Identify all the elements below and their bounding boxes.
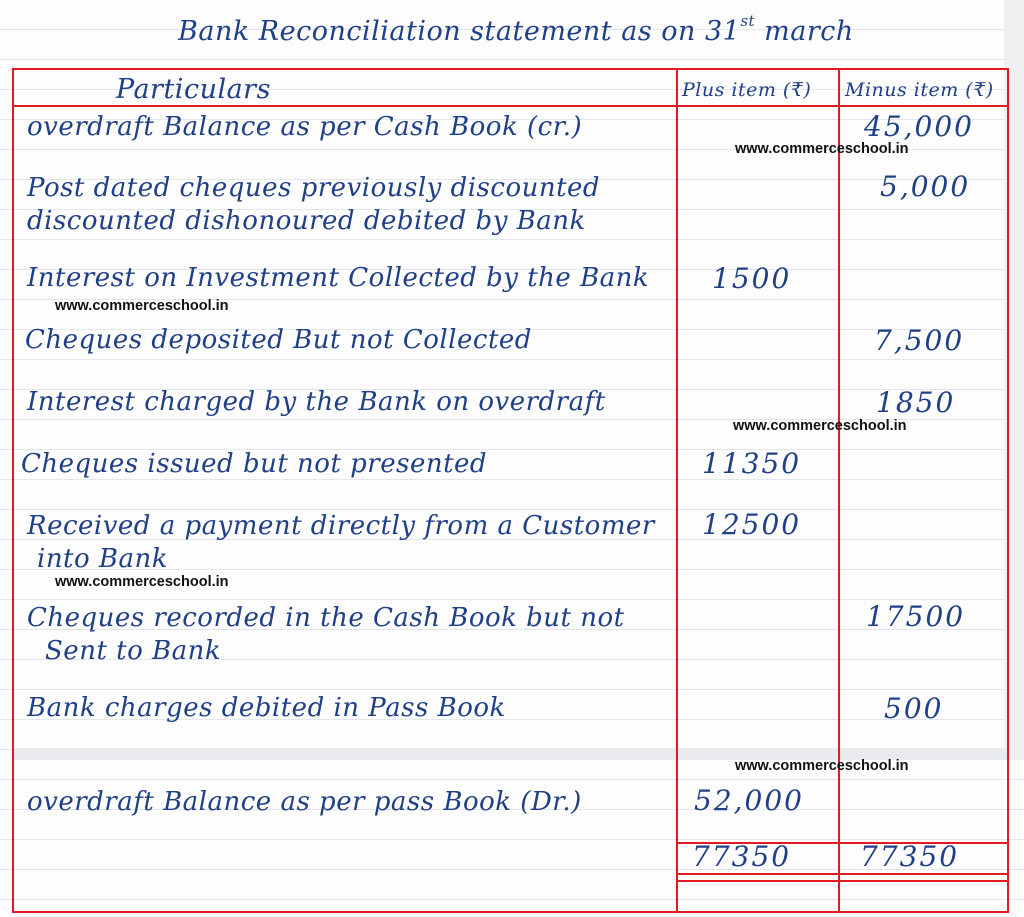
row-8-particulars: Cheques recorded in the Cash Book but not Sent to Bank <box>27 603 625 666</box>
header-divider <box>12 105 1009 107</box>
row-10-plus: 52,000 <box>694 784 804 817</box>
watermark-2: www.commerceschool.in <box>55 298 229 314</box>
total-double-rule <box>676 880 1009 882</box>
row-1-minus: 45,000 <box>864 110 974 143</box>
total-plus: 77350 <box>692 840 792 873</box>
plus-column-rule <box>676 68 678 913</box>
statement-title: Bank Reconciliation statement as on 31st march <box>178 12 854 47</box>
header-minus-item: Minus item (₹) <box>845 79 994 101</box>
minus-column-rule <box>838 68 840 913</box>
row-8-minus: 17500 <box>866 600 966 633</box>
row-6-plus: 11350 <box>702 447 802 480</box>
right-border <box>1007 68 1009 913</box>
header-plus-item: Plus item (₹) <box>682 79 812 101</box>
watermark-5: www.commerceschool.in <box>735 758 909 774</box>
row-3-particulars: Interest on Investment Collected by the Bank <box>27 263 650 293</box>
table-bottom-border <box>12 911 1009 913</box>
total-minus: 77350 <box>860 840 960 873</box>
header-particulars: Particulars <box>116 74 271 105</box>
row-5-minus: 1850 <box>876 386 956 419</box>
row-10-particulars: overdraft Balance as per pass Book (Dr.) <box>27 787 582 817</box>
row-5-particulars: Interest charged by the Bank on overdraft <box>27 387 606 417</box>
row-3-plus: 1500 <box>712 262 792 295</box>
table-top-border <box>12 68 1009 70</box>
row-6-particulars: Cheques issued but not presented <box>21 449 488 479</box>
watermark-3: www.commerceschool.in <box>733 418 907 434</box>
watermark-1: www.commerceschool.in <box>735 141 909 157</box>
row-2-minus: 5,000 <box>880 170 971 203</box>
left-border <box>12 68 14 913</box>
row-1-particulars: overdraft Balance as per Cash Book (cr.) <box>27 112 583 142</box>
total-bottom-rule <box>676 873 1009 875</box>
row-2-particulars: Post dated cheques previously discounted discounted dishonoured debited by Bank <box>27 173 601 236</box>
row-9-particulars: Bank charges debited in Pass Book <box>27 693 506 723</box>
row-7-particulars: Received a payment directly from a Customer into Bank <box>27 511 655 574</box>
row-4-particulars: Cheques deposited But not Collected <box>25 325 532 355</box>
row-9-minus: 500 <box>884 692 944 725</box>
row-7-plus: 12500 <box>702 508 802 541</box>
watermark-4: www.commerceschool.in <box>55 574 229 590</box>
row-4-minus: 7,500 <box>874 324 965 357</box>
